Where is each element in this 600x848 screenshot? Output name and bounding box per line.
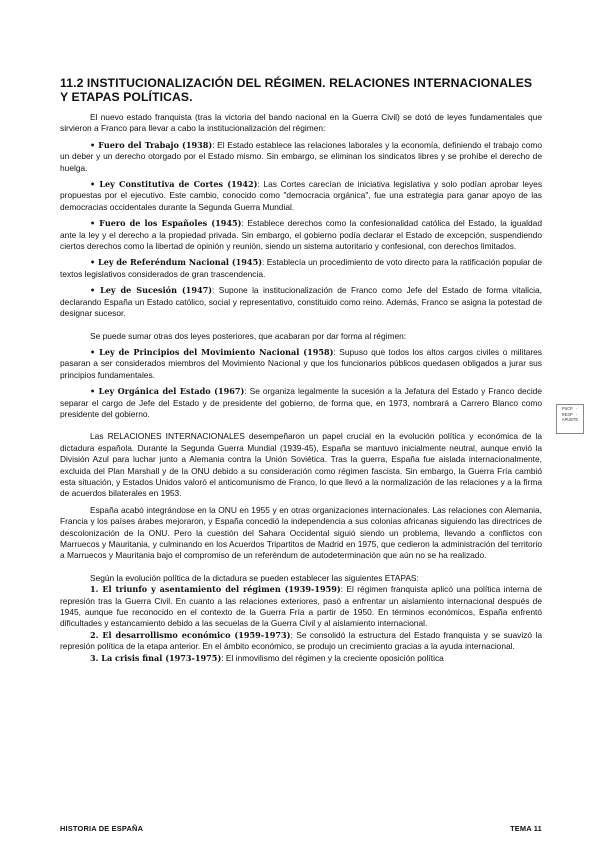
stage-name: 1. El triunfo y asentamiento del régimen (1939-1959): [90, 584, 341, 595]
later-law-paragraph: [60, 386, 542, 420]
law-paragraph: [60, 257, 542, 280]
law-paragraph: [60, 218, 542, 252]
law-text: : El Estado establece las relaciones laborales y la economía, definiendo el trabajo como un deber y un derecho otorgado por el Estado mismo. Sin embargo, se eliminan los sindicatos libres y se prohíbe el derecho de huelga.: [60, 139, 542, 173]
later-law-paragraph: [60, 347, 542, 381]
law-name: • Ley de Referéndum Nacional (1945): [90, 257, 263, 268]
law-text: : Establecía un procedimiento de voto directo para la ratificación popular de textos legislativos considerados de gran trascendencia.: [60, 257, 542, 279]
law-name: • Fuero de los Españoles (1945): [90, 218, 242, 229]
law-name: • Ley Constitutiva de Cortes (1942): [90, 179, 258, 190]
law-text: : Establece derechos como la confesionalidad católica del Estado, la igualdad ante la ley y el derecho a la propiedad privada. Sin embargo, el gobierno podía declarar el Estado de excepción, suspendiendo ciertos derechos como la libertad de opinión y reunión, siendo un sistema autoritario y confesional, con derechos limitados.: [60, 218, 542, 252]
stage-name: 2. El desarrollismo económico (1959-1973): [90, 629, 291, 640]
stage-name: 3. La crisis final (1973-1975): [90, 652, 222, 663]
later-laws-intro: Se puede sumar otras dos leyes posteriores, que acabaran por dar forma al régimen:: [90, 330, 407, 341]
intro-paragraph: El nuevo estado franquista (tras la victoria del bando nacional en la Guerra Civil) se dotó de leyes fundamentales que sirvieron a Franco para llevar a cabo la institucionalización del régimen:: [60, 112, 542, 134]
law-text: : Supuso que todos los altos cargos civiles o militares pasaran a ser considerados miembros del Movimiento Nacional y que los funcionarios públicos quedasen obligados a jurar sus principios fundamentales.: [60, 346, 542, 380]
law-text: : Supone la institucionalización de Franco como Jefe del Estado de forma vitalicia, declarando España un Estado católico, social y representativo, constituido como reino. Además, Franco se asigna la potestad de designar sucesor.: [60, 285, 542, 319]
law-paragraph: [60, 285, 542, 319]
relations-paragraph-2: España acabó integrándose en la ONU en 1955 y en otras organizaciones internacionales. Las relaciones con Alemania, Francia y los países árabes mejoraron, y España concedió la independencia a sus colonias africanas siguiendo las directrices de descolonización de la ONU. Pero la cuestión del Sahara Occidental siguió siendo un problema, llevando a conflictos con Marruecos y Mauritania, y culminando en los Acuerdos Tripartitos de Madrid en 1975, que cedieron la administración del territorio a Marruecos y Mauritania bajo el compromiso de un referéndum de autodeterminación que aún no se ha realizado.: [60, 504, 542, 561]
law-text: : Las Cortes carecían de iniciativa legislativa y solo podían aprobar leyes propuestas por el ejecutivo. Este cambio, conocido como "democracia orgánica", fue una estrategia para ganar apoyo de las democracias occidentales durante la Segunda Guerra Mundial.: [60, 179, 543, 212]
stages-intro: Según la evolución política de la dictadura se pueden establecer las siguientes ETAPAS:: [90, 572, 419, 583]
law-name: • Ley de Sucesión (1947): [90, 285, 213, 296]
law-text: : Se organiza legalmente la sucesión a la Jefatura del Estado y Franco decide separar el cargo de Jefe del Estado y de presidente del gobierno, de forma que, en 1973, nombrará a Carrero Blanco como presidente del gobierno.: [60, 386, 542, 419]
page-title: 11.2 INSTITUCIONALIZACIÓN DEL RÉGIMEN. RELACIONES INTERNACIONALES Y ETAPAS POLÍTICAS.: [60, 76, 533, 104]
law-name: • Ley de Principios del Movimiento Nacional (1958): [90, 346, 334, 357]
footer-subject: HISTORIA DE ESPAÑA: [60, 824, 144, 833]
document-page: [60, 76, 542, 664]
stage-text: : Se consolidó la estructura del Estado franquista y se suavizó la represión política de la etapa anterior. En el ámbito económico, se produjo un crecimiento gracias a la ayuda internacional.: [60, 629, 542, 652]
law-name: • Ley Orgánica del Estado (1967): [90, 386, 245, 397]
margin-stamp: PUCP · RESP · APUNTE: [556, 404, 584, 434]
law-paragraph: [60, 179, 542, 213]
stage-paragraph: [60, 653, 542, 664]
stage-text: : El régimen franquista aplicó una política interna de represión tras la Guerra Civil. En cuanto a las relaciones exteriores, pasó a enfrentar un aislamiento internacional después de 1945, aunque fue reconocido en el contexto de la Guerra Fría a partir de 1950. En términos económicos, España enfrentó dificultades y estancamiento debido a las secuelas de la Guerra Civil y al aislamiento internacional.: [60, 584, 542, 629]
law-paragraph: [60, 140, 542, 174]
stage-paragraph: [60, 630, 542, 653]
footer-topic: TEMA 11: [510, 824, 542, 833]
law-name: • Fuero del Trabajo (1938): [90, 139, 213, 150]
relations-paragraph-1: Las RELACIONES INTERNACIONALES desempeñaron un papel crucial en la evolución política y económica de la dictadura española. Durante la Segunda Guerra Mundial (1939-45), España se mantuvo inicialmente neutral, aunque envió la División Azul para luchar junto a Alemania contra la Unión Soviética. Tras la guerra, España fue aislada internacionalmente, excluida del Plan Marshall y de la ONU debido a su consideración como régimen fascista. Sin embargo, la Guerra Fría cambió esta situación, y Estados Unidos valoró el anticomunismo de Franco, lo que llevó a la normalización de las relaciones y a la firma de acuerdos bilaterales en 1953.: [60, 431, 542, 499]
stage-text: : El inmovilismo del régimen y la creciente oposición política: [221, 652, 444, 663]
stage-paragraph: [60, 584, 542, 630]
